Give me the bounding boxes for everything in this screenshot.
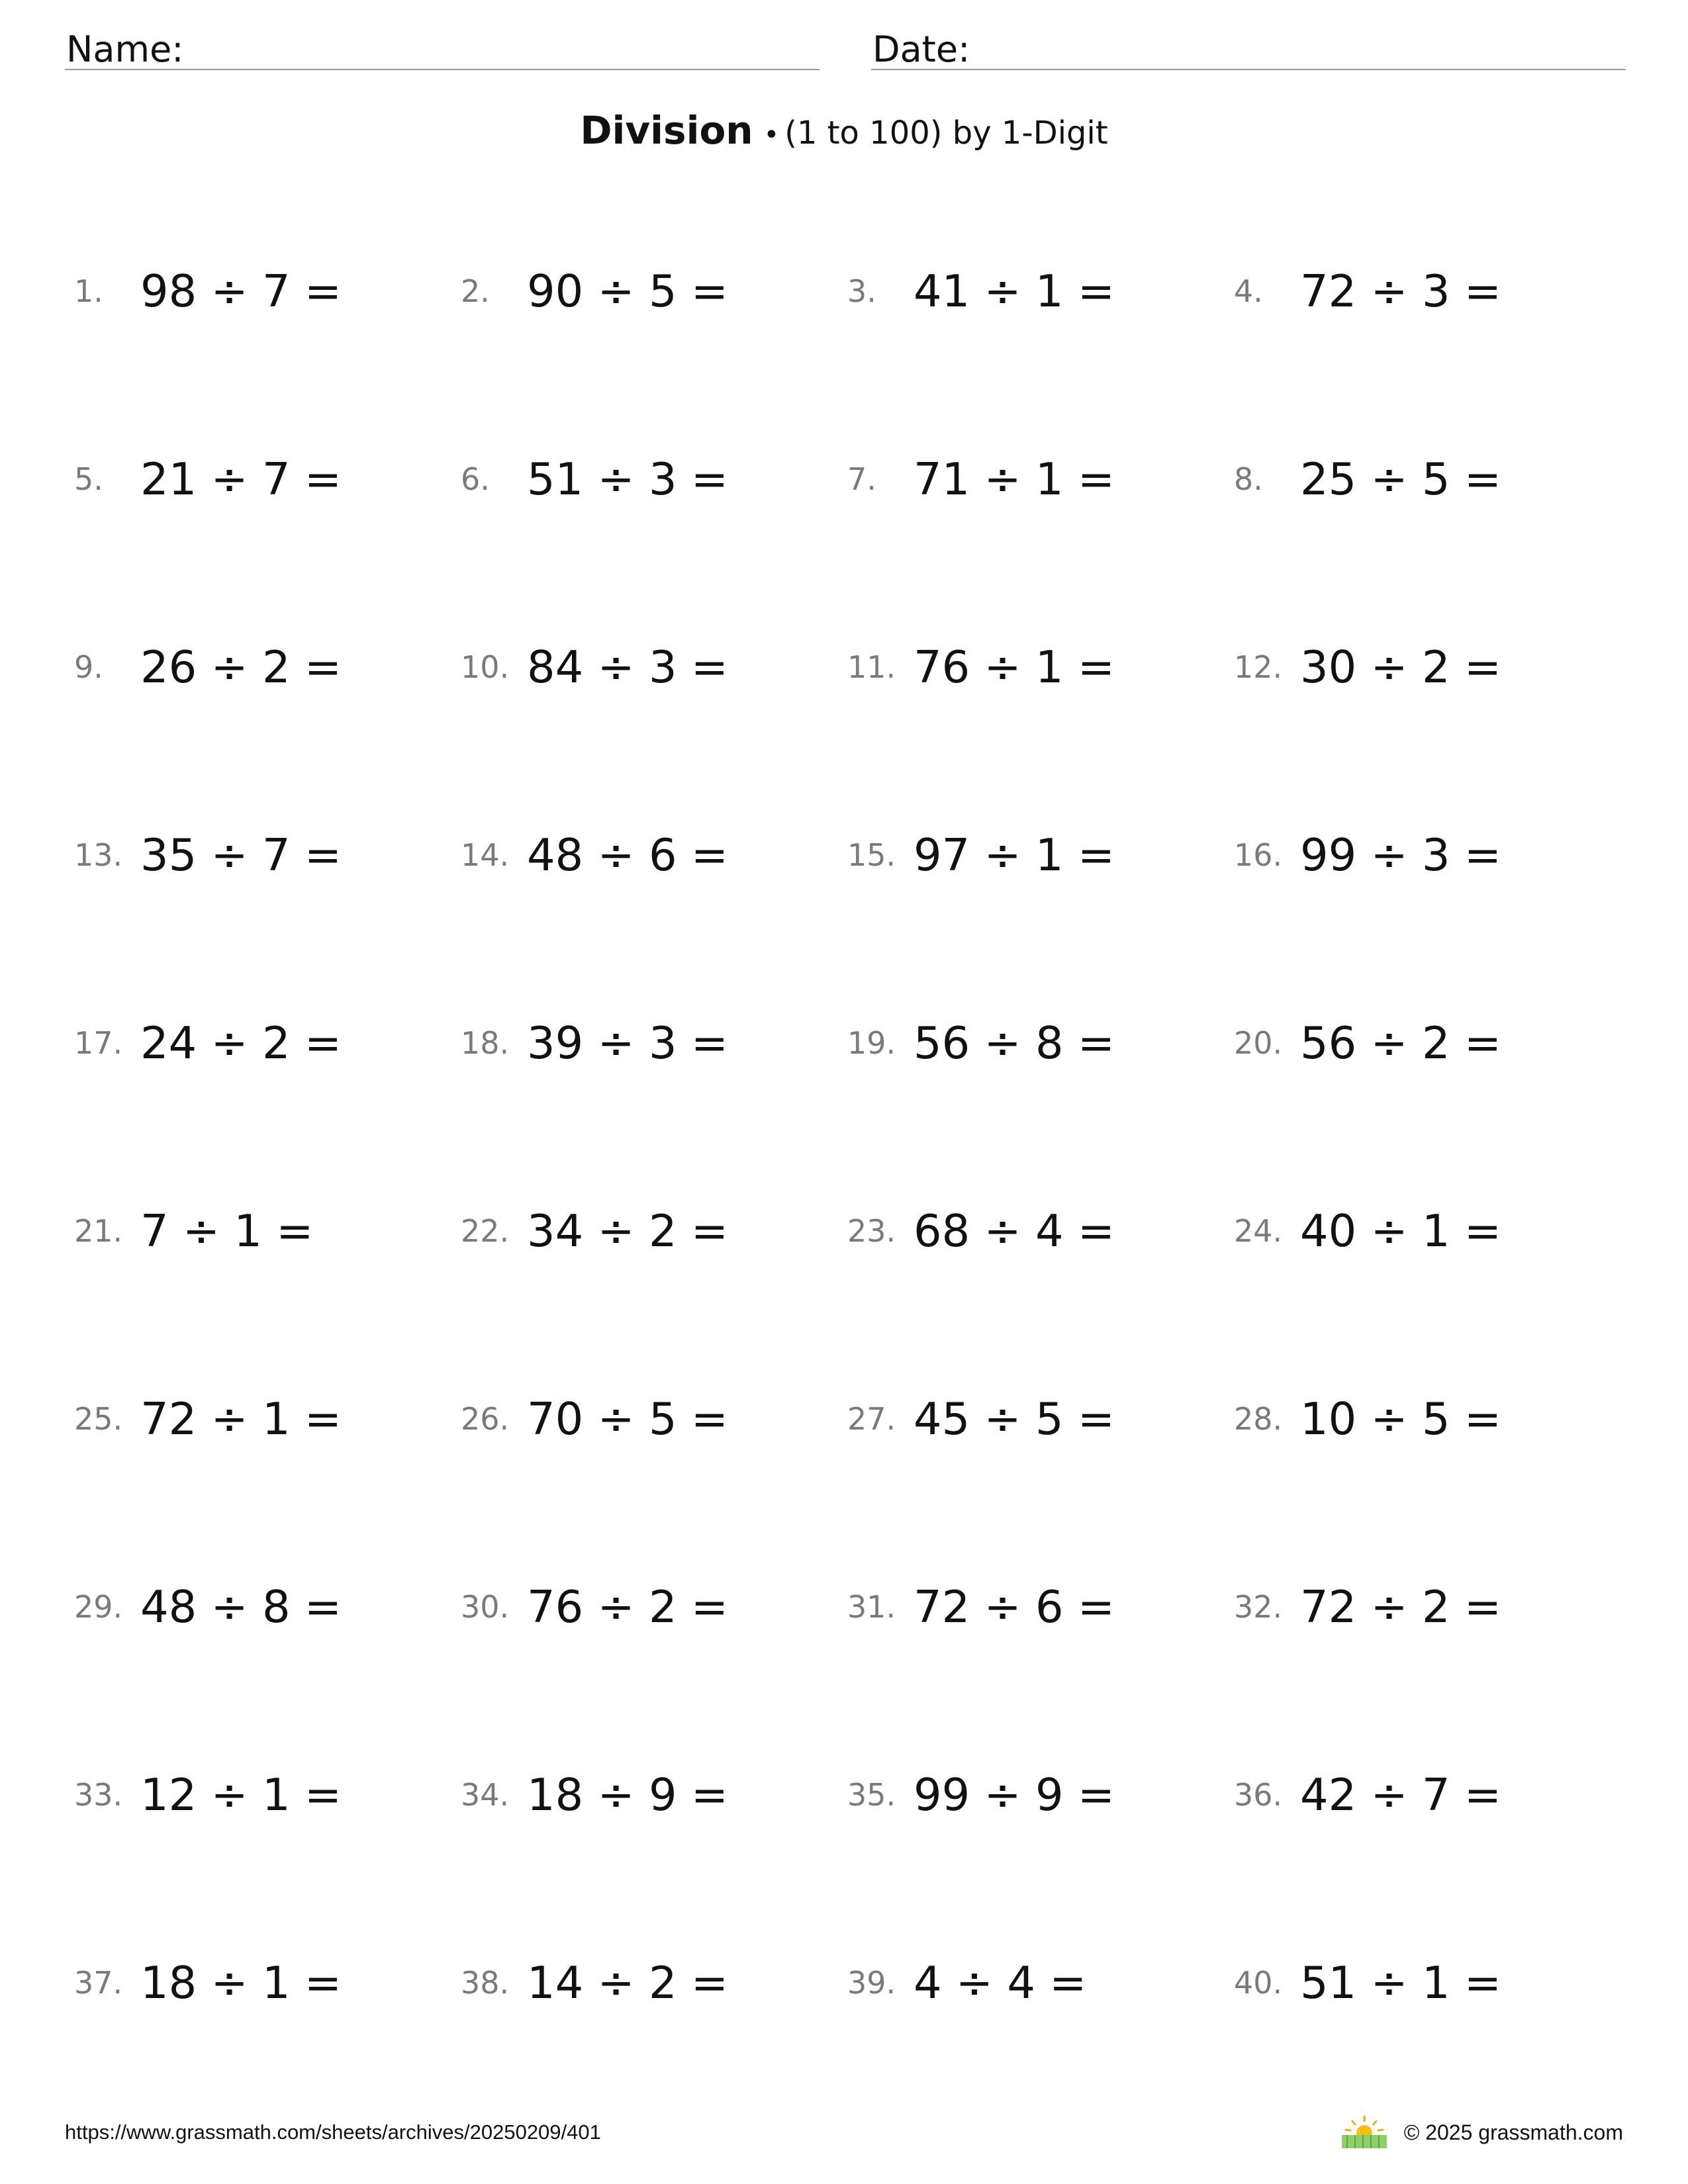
- problem-item: [461, 825, 845, 885]
- problem-number: 12.: [1234, 649, 1283, 685]
- problem-number: 2.: [461, 273, 490, 309]
- problem-item: [461, 1201, 845, 1261]
- problem-expression: 21 ÷ 7 =: [140, 453, 342, 505]
- problem-expression: 40 ÷ 1 =: [1300, 1205, 1502, 1257]
- problem-number: 20.: [1234, 1025, 1283, 1061]
- problem-expression: 48 ÷ 8 =: [140, 1581, 342, 1633]
- problem-item: [847, 1577, 1231, 1637]
- problem-number: 40.: [1234, 1965, 1283, 2001]
- problem-number: 24.: [1234, 1213, 1283, 1249]
- date-label: Date:: [872, 28, 970, 70]
- problem-number: 1.: [74, 273, 103, 309]
- problem-item: [74, 1389, 458, 1449]
- problem-number: 21.: [74, 1213, 123, 1249]
- problem-item: [74, 825, 458, 885]
- problem-number: 13.: [74, 837, 123, 873]
- copyright-text: © 2025 grassmath.com: [1403, 2120, 1623, 2144]
- problem-number: 30.: [461, 1589, 510, 1625]
- problem-number: 25.: [74, 1401, 123, 1437]
- problem-expression: 68 ÷ 4 =: [914, 1205, 1115, 1257]
- problem-expression: 18 ÷ 1 =: [140, 1957, 342, 2009]
- problem-expression: 34 ÷ 2 =: [527, 1205, 729, 1257]
- problem-expression: 56 ÷ 2 =: [1300, 1017, 1502, 1069]
- problem-expression: 7 ÷ 1 =: [140, 1205, 314, 1257]
- title-main: Division: [580, 108, 753, 153]
- problem-expression: 25 ÷ 5 =: [1300, 453, 1502, 505]
- problem-expression: 48 ÷ 6 =: [527, 829, 729, 881]
- problem-item: [74, 1013, 458, 1073]
- problem-item: [1234, 637, 1618, 697]
- problem-expression: 45 ÷ 5 =: [914, 1393, 1115, 1445]
- problem-number: 9.: [74, 649, 103, 685]
- problem-item: [847, 825, 1231, 885]
- problem-item: [461, 1765, 845, 1825]
- problem-item: [1234, 261, 1618, 321]
- problem-expression: 26 ÷ 2 =: [140, 641, 342, 693]
- title-subtitle: (1 to 100) by 1-Digit: [784, 114, 1108, 152]
- problem-number: 18.: [461, 1025, 510, 1061]
- problem-expression: 41 ÷ 1 =: [914, 265, 1115, 317]
- problem-expression: 97 ÷ 1 =: [914, 829, 1115, 881]
- problem-expression: 18 ÷ 9 =: [527, 1769, 729, 1821]
- problem-number: 4.: [1234, 273, 1263, 309]
- problem-expression: 76 ÷ 2 =: [527, 1581, 729, 1633]
- problem-number: 33.: [74, 1777, 123, 1813]
- problem-expression: 71 ÷ 1 =: [914, 453, 1115, 505]
- problem-expression: 72 ÷ 2 =: [1300, 1581, 1502, 1633]
- problem-expression: 98 ÷ 7 =: [140, 265, 342, 317]
- problem-expression: 10 ÷ 5 =: [1300, 1393, 1502, 1445]
- problem-number: 22.: [461, 1213, 510, 1249]
- problem-item: [74, 1953, 458, 2013]
- problem-number: 32.: [1234, 1589, 1283, 1625]
- problem-number: 3.: [847, 273, 876, 309]
- problem-number: 37.: [74, 1965, 123, 2001]
- problem-expression: 99 ÷ 9 =: [914, 1769, 1115, 1821]
- problem-expression: 42 ÷ 7 =: [1300, 1769, 1502, 1821]
- problem-number: 10.: [461, 649, 510, 685]
- problem-number: 31.: [847, 1589, 896, 1625]
- problem-expression: 39 ÷ 3 =: [527, 1017, 729, 1069]
- name-label: Name:: [66, 28, 184, 70]
- problem-expression: 72 ÷ 3 =: [1300, 265, 1502, 317]
- problem-expression: 51 ÷ 3 =: [527, 453, 729, 505]
- problem-expression: 4 ÷ 4 =: [914, 1957, 1087, 2009]
- problem-item: [847, 1389, 1231, 1449]
- problem-expression: 56 ÷ 8 =: [914, 1017, 1115, 1069]
- problem-expression: 84 ÷ 3 =: [527, 641, 729, 693]
- problem-number: 29.: [74, 1589, 123, 1625]
- problem-item: [847, 1201, 1231, 1261]
- problem-expression: 76 ÷ 1 =: [914, 641, 1115, 693]
- problem-number: 36.: [1234, 1777, 1283, 1813]
- problem-expression: 30 ÷ 2 =: [1300, 641, 1502, 693]
- problem-item: [847, 1765, 1231, 1825]
- problem-item: [1234, 1201, 1618, 1261]
- problem-number: 14.: [461, 837, 510, 873]
- problem-number: 34.: [461, 1777, 510, 1813]
- problem-number: 11.: [847, 649, 896, 685]
- problem-item: [1234, 1765, 1618, 1825]
- problem-item: [1234, 449, 1618, 509]
- problem-item: [1234, 1577, 1618, 1637]
- problem-expression: 14 ÷ 2 =: [527, 1957, 729, 2009]
- problem-number: 15.: [847, 837, 896, 873]
- problem-number: 16.: [1234, 837, 1283, 873]
- problem-item: [847, 1013, 1231, 1073]
- problem-expression: 99 ÷ 3 =: [1300, 829, 1502, 881]
- problem-number: 26.: [461, 1401, 510, 1437]
- problem-item: [74, 261, 458, 321]
- problem-expression: 12 ÷ 1 =: [140, 1769, 342, 1821]
- problem-item: [847, 449, 1231, 509]
- problem-expression: 90 ÷ 5 =: [527, 265, 729, 317]
- problem-number: 23.: [847, 1213, 896, 1249]
- problem-number: 35.: [847, 1777, 896, 1813]
- footer-brand: [1340, 2114, 1623, 2151]
- problem-item: [1234, 1953, 1618, 2013]
- problem-number: 5.: [74, 461, 103, 497]
- problem-number: 7.: [847, 461, 876, 497]
- problem-number: 27.: [847, 1401, 896, 1437]
- problem-number: 19.: [847, 1025, 896, 1061]
- problem-item: [74, 637, 458, 697]
- problem-item: [847, 637, 1231, 697]
- problem-item: [461, 261, 845, 321]
- problem-expression: 51 ÷ 1 =: [1300, 1957, 1502, 2009]
- problem-expression: 35 ÷ 7 =: [140, 829, 342, 881]
- title-bullet: •: [763, 120, 780, 150]
- problem-item: [847, 261, 1231, 321]
- problem-item: [1234, 1389, 1618, 1449]
- problem-expression: 24 ÷ 2 =: [140, 1017, 342, 1069]
- problem-item: [461, 1389, 845, 1449]
- footer-url: https://www.grassmath.com/sheets/archives/20250209/401: [65, 2120, 601, 2144]
- problem-item: [461, 1953, 845, 2013]
- problem-item: [461, 1577, 845, 1637]
- problem-item: [74, 1765, 458, 1825]
- problem-item: [461, 637, 845, 697]
- problem-expression: 72 ÷ 1 =: [140, 1393, 342, 1445]
- sun-over-grass-icon: [1340, 2115, 1388, 2150]
- problem-item: [74, 449, 458, 509]
- problem-number: 38.: [461, 1965, 510, 2001]
- problem-number: 17.: [74, 1025, 123, 1061]
- problem-number: 6.: [461, 461, 490, 497]
- problem-item: [74, 1577, 458, 1637]
- problem-item: [847, 1953, 1231, 2013]
- problem-number: 28.: [1234, 1401, 1283, 1437]
- problem-number: 8.: [1234, 461, 1263, 497]
- problem-expression: 70 ÷ 5 =: [527, 1393, 729, 1445]
- problem-item: [1234, 825, 1618, 885]
- problem-expression: 72 ÷ 6 =: [914, 1581, 1115, 1633]
- problem-item: [461, 449, 845, 509]
- problem-item: [74, 1201, 458, 1261]
- problem-number: 39.: [847, 1965, 896, 2001]
- problem-item: [461, 1013, 845, 1073]
- problem-item: [1234, 1013, 1618, 1073]
